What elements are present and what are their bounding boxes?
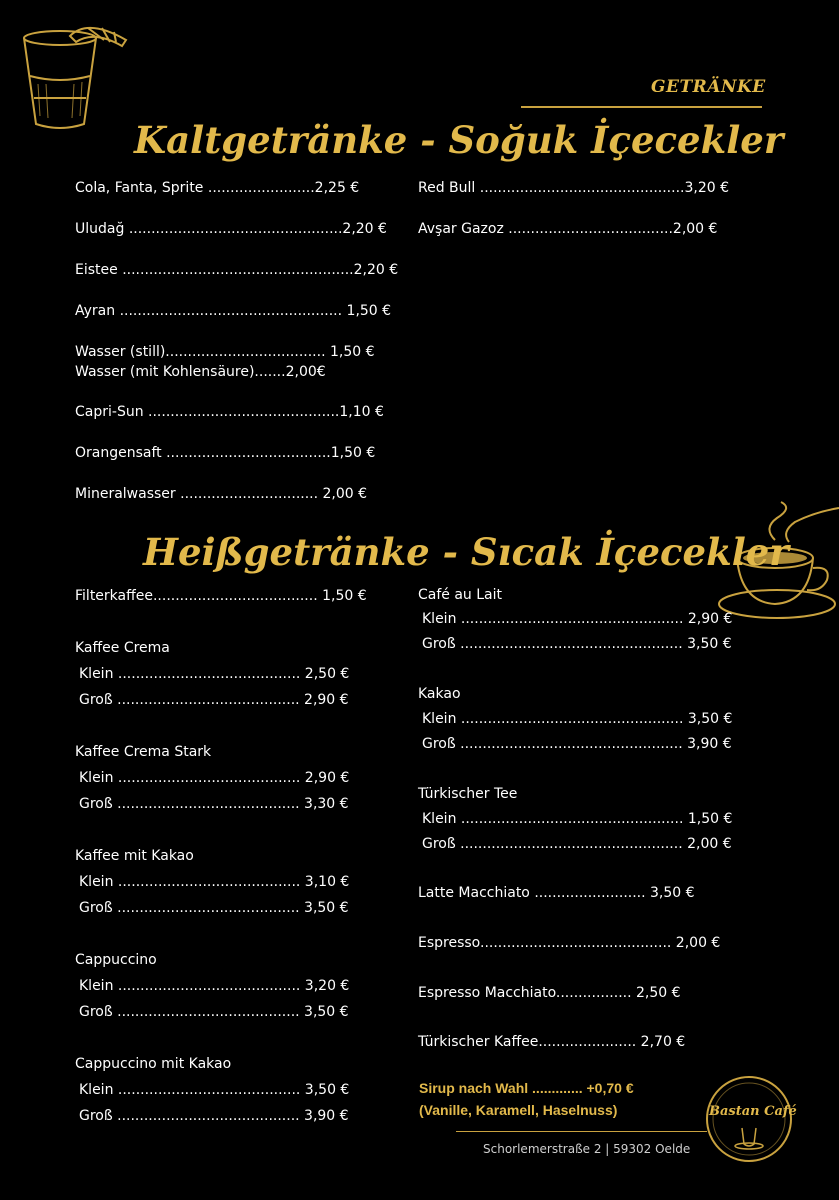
cold-item: Mineralwasser ............................... 2,00 € (75, 486, 368, 502)
hot-item-size: Klein ......................................... 2,50 € (79, 666, 350, 682)
hot-item-size: Groß .................................................. 3,90 € (422, 736, 732, 752)
hot-item-size: Klein ......................................... 2,90 € (79, 770, 350, 786)
hot-item: Türkischer Kaffee...................... 2,70 € (418, 1034, 686, 1050)
hot-item-heading: Kakao (418, 686, 461, 702)
hot-item-size: Groß ......................................... 3,50 € (79, 900, 349, 916)
cold-item: Wasser (mit Kohlensäure).......2,00€ (75, 364, 326, 380)
section-tag-underline (521, 106, 762, 108)
hot-item-heading: Kaffee Crema Stark (75, 744, 212, 760)
hot-item: Espresso Macchiato................. 2,50 € (418, 985, 681, 1001)
cold-item: Wasser (still).................................... 1,50 € (75, 344, 375, 360)
hot-item-heading: Kaffee Crema (75, 640, 170, 656)
sirup-options: (Vanille, Karamell, Haselnuss) (419, 1102, 618, 1118)
hot-item-size: Klein ......................................... 3,50 € (79, 1082, 350, 1098)
hot-item-heading: Cappuccino mit Kakao (75, 1056, 232, 1072)
section-tag: GETRÄNKE (651, 77, 766, 97)
hot-item-size: Klein .................................................. 3,50 € (422, 711, 733, 727)
hot-item-size: Klein .................................................. 1,50 € (422, 811, 733, 827)
footer-address: Schorlemerstraße 2 | 59302 Oelde (483, 1142, 691, 1156)
cold-item: Ayran .................................................. 1,50 € (75, 303, 392, 319)
hot-item-size: Klein ......................................... 3,10 € (79, 874, 350, 890)
hot-drinks-title: Heißgetränke - Sıcak İçecekler (143, 530, 789, 574)
sirup-item: Sirup nach Wahl ............. +0,70 € (419, 1080, 634, 1096)
hot-item-heading: Türkischer Tee (418, 786, 518, 802)
cafe-logo-icon (704, 1074, 797, 1164)
cold-item: Capri-Sun ...........................................1,10 € (75, 404, 384, 420)
cold-item: Orangensaft .....................................1,50 € (75, 445, 376, 461)
cold-drinks-title: Kaltgetränke - Soğuk İçecekler (134, 118, 784, 162)
hot-item-heading: Cappuccino (75, 952, 157, 968)
footer-rule (456, 1131, 707, 1132)
hot-item-size: Klein .................................................. 2,90 € (422, 611, 733, 627)
cold-item: Eistee ....................................................2,20 € (75, 262, 399, 278)
hot-item-size: Groß ......................................... 3,50 € (79, 1004, 349, 1020)
hot-item-size: Groß .................................................. 2,00 € (422, 836, 732, 852)
cafe-logo (704, 1074, 797, 1164)
hot-item-size: Groß ......................................... 3,90 € (79, 1108, 349, 1124)
cafe-logo-text: Bastan Café (709, 1104, 797, 1119)
hot-item-size: Klein ......................................... 3,20 € (79, 978, 350, 994)
hot-item: Filterkaffee..................................... 1,50 € (75, 588, 367, 604)
cold-item: Cola, Fanta, Sprite ........................2,25 € (75, 180, 360, 196)
cold-item: Avşar Gazoz .....................................2,00 € (418, 221, 718, 237)
glass-icon (18, 20, 133, 135)
hot-item-size: Groß ......................................... 3,30 € (79, 796, 349, 812)
hot-item: Latte Macchiato ......................... 3,50 € (418, 885, 695, 901)
hot-item-heading: Kaffee mit Kakao (75, 848, 194, 864)
hot-item-size: Groß .................................................. 3,50 € (422, 636, 732, 652)
cold-item: Red Bull ..............................................3,20 € (418, 180, 729, 196)
cold-item: Uludağ ................................................2,20 € (75, 221, 387, 237)
hot-item: Espresso........................................... 2,00 € (418, 935, 721, 951)
hot-item-heading: Café au Lait (418, 587, 503, 603)
hot-item-size: Groß ......................................... 2,90 € (79, 692, 349, 708)
